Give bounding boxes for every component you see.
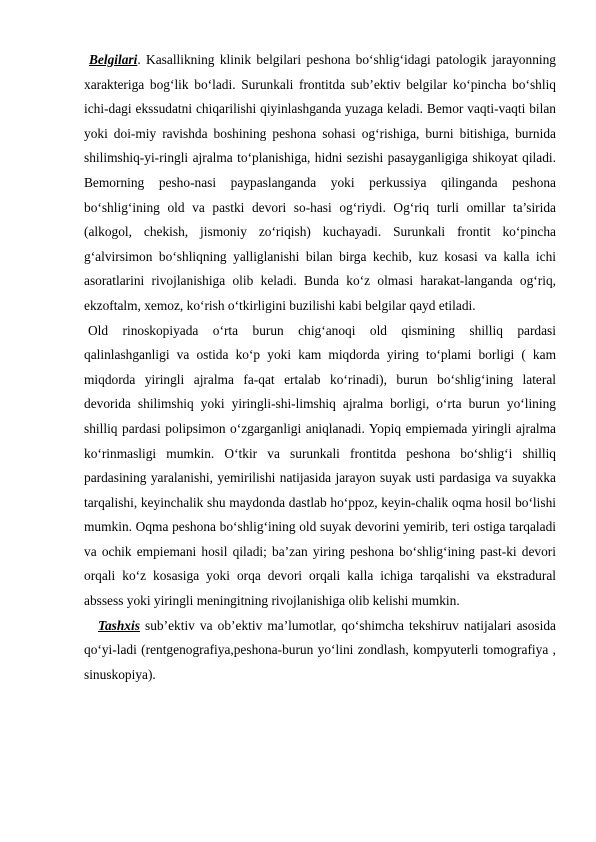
paragraph-diagnosis <box>84 614 556 688</box>
paragraph-rhinoscopy-text: Old rinoskopiyada o‘rta burun chig‘anoqi old qismining shilliq pardasi qalinlashganligi va ostida ko‘p yoki kam miqdorda yiring to‘plami borligi ( kam miqdorda yiringli ajralma fa-qat ertalab ko‘rinadi), burun bo‘shlig‘ining lateral devorida shilimshiq yoki yiringli-shi-limshiq ajralma borligi, o‘rta burun yo‘lining shilliq pardasi polipsimon o‘zgarganligi aniqlanadi. Yopiq empiemada yiringli ajralma ko‘rinmasligi mumkin. O‘tkir va surunkali frontitda peshona bo‘shlig‘i shilliq pardasining yaralanishi, yemirilishi natijasida jarayon suyak usti pardasiga va suyakka tarqalishi, keyinchalik shu maydonda dastlab ho‘ppoz, keyin-chalik oqma hosil bo‘lishi mumkin. Oqma peshona bo‘shlig‘ining old suyak devorini yemirib, teri ostiga tarqaladi va ochik empiemani hosil qiladi; ba’zan yiring peshona bo‘shlig‘ining past-ki devori orqali ko‘z kosasiga yoki orqa devori orqali kalla ichiga tarqalishi va ekstradural abssess yoki yiringli meningitning rivojlanishiga olib kelishi mumkin. <box>84 322 556 609</box>
paragraph-symptoms-text: . Kasallikning klinik belgilari peshona bo‘shlig‘idagi patologik jarayonning xarakteriga bog‘lik bo‘ladi. Surunkali frontitda sub’ektiv belgilar ko‘pincha bo‘shliq ichi-dagi ekssudatni chiqarilishi qiyinlashganda yuzaga keladi. Bemor vaqti-vaqti bilan yoki doi-miy ravishda boshining peshona sohasi og‘rishiga, burni bitishiga, burnida shilimshiq-yi-ringli ajralma to‘planishiga, hidni sezishi pasayganligiga shikoyat qiladi. Bemorning pesho-nasi paypaslanganda yoki perkussiya qilinganda peshona bo‘shlig‘ining old va pastki devori so-hasi og‘riydi. Og‘riq turli omillar ta’sirida (alkogol, chekish, jismoniy zo‘riqish) kuchayadi. Surunkali frontit ko‘pincha g‘alvirsimon bo‘shliqning yalliglanishi bilan birga kechib, kuz kosasi va kalla ichi asoratlarini rivojlanishiga olib keladi. Bunda ko‘z olmasi harakat-langanda og‘riq, ekzoftalm, xemoz, ko‘rish o‘tkirligini buzilishi kabi belgilar qayd etiladi. <box>84 52 556 313</box>
term-tashxis: Tashxis <box>98 617 140 633</box>
paragraph-diagnosis-text: sub’ektiv va ob’ektiv ma’lumotlar, qo‘shimcha tekshiruv natijalari asosida qo‘yi-ladi (rentgenografiya,peshona-burun yo‘lini zondlash, kompyuterli tomografiya , sinuskopiya). <box>84 617 556 682</box>
term-belgilari: Belgilari <box>89 52 138 67</box>
paragraph-symptoms <box>84 48 556 319</box>
document-body <box>84 48 556 687</box>
paragraph-rhinoscopy <box>84 319 556 614</box>
